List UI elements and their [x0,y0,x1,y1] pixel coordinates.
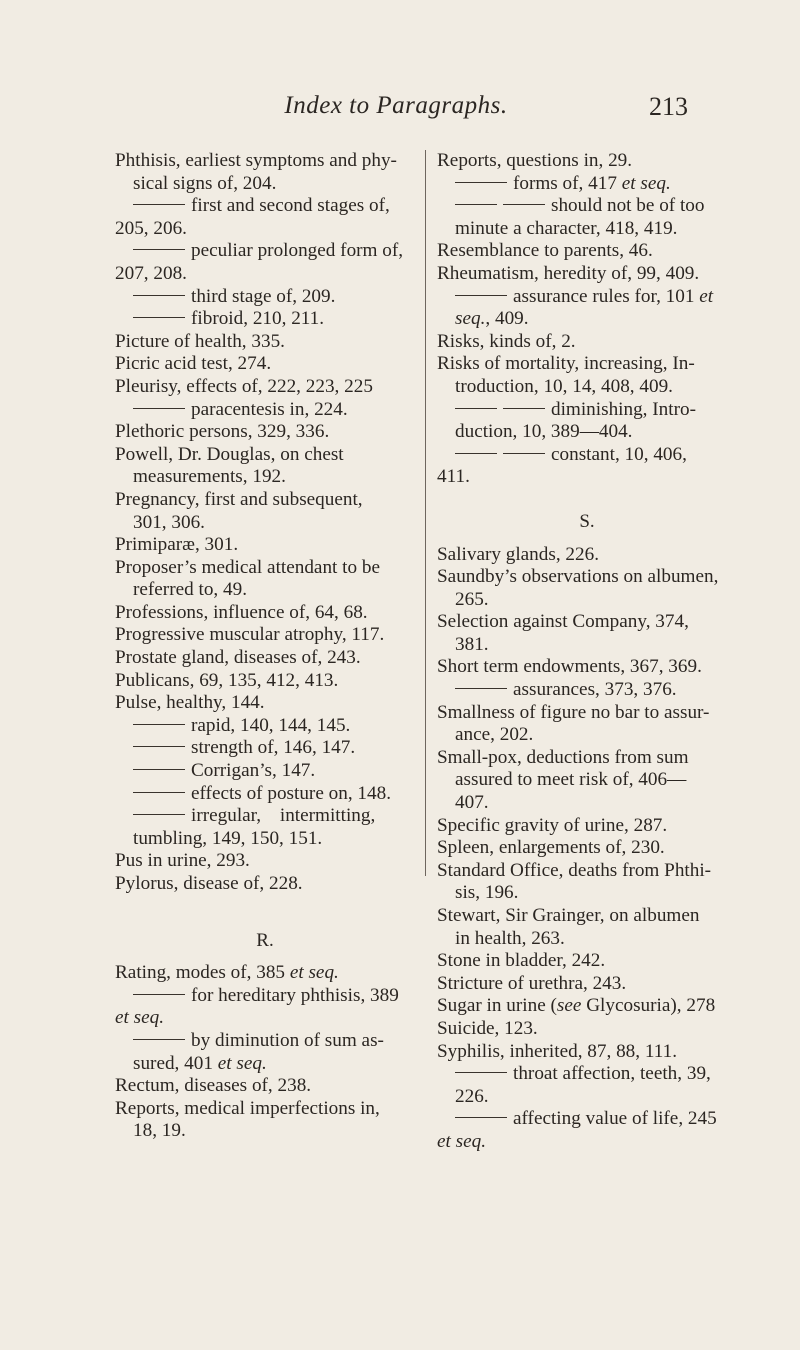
index-subentry: irregular, intermitting, [115,805,415,828]
index-subentry: should not be of too [437,195,737,218]
index-entry: Stewart, Sir Grainger, on albumen in health, 263. [437,905,700,949]
index-subentry: constant, 10, 406, [437,444,737,467]
index-subentry-cont: 207, 208. [115,262,187,284]
index-entry: Stricture of urethra, 243. [437,972,627,994]
index-entry: Picture of health, 335. [115,330,285,352]
index-entry: Standard Office, deaths from Phthi- sis, 196. [437,859,712,904]
index-entry: Selection against Company, 374, 381. [437,611,689,655]
index-column-left [115,150,415,1143]
index-subentry-cont: 205, 206. [115,217,187,239]
index-entry: Syphilis, inherited, 87, 88, 111. [437,1040,678,1062]
page-number: 213 [649,92,688,121]
index-entry: Risks, kinds of, 2. [437,330,576,352]
index-subentry-cont: 411. [437,466,470,488]
index-entry: Specific gravity of urine, 287. [437,814,668,836]
index-subentry: diminishing, Intro- [437,399,737,422]
index-entry: Rectum, diseases of, 238. [115,1075,312,1097]
index-entry: Plethoric persons, 329, 336. [115,421,330,443]
index-entry: Suicide, 123. [437,1017,538,1039]
index-subentry: assurance rules for, 101 et [437,286,737,309]
index-subentry: paracentesis in, 224. [115,399,415,422]
index-subentry: Corrigan’s, 147. [115,760,415,783]
index-entry: Picric acid test, 274. [115,353,272,375]
index-subentry-cont: 226. [455,1085,489,1107]
index-entry: Pus in urine, 293. [115,850,250,872]
running-title: Index to Paragraphs. [284,92,508,119]
index-subentry: for hereditary phthisis, 389 [115,985,415,1008]
index-entry: Pylorus, disease of, 228. [115,873,303,894]
index-entry: Smallness of figure no bar to assur- ance, 202. [437,701,710,746]
index-subentry: peculiar prolonged form of, [115,240,415,263]
index-entry: Reports, medical imperfections in, 18, 19. [115,1097,380,1142]
index-entry: Spleen, enlargements of, 230. [437,837,665,859]
index-subentry-cont: sured, 401 et seq. [133,1052,267,1074]
index-entry: Salivary glands, 226. [437,543,600,565]
column-divider [425,150,426,876]
index-entry: Prostate gland, diseases of, 243. [115,647,361,669]
section-letter-s: S. [579,510,595,532]
index-entry: Risks of mortality, increasing, In- troduction, 10, 14, 408, 409. [437,353,695,397]
index-entry: Publicans, 69, 135, 412, 413. [115,669,339,691]
index-subentry: third stage of, 209. [115,286,415,309]
index-entry: Primiparæ, 301. [115,534,239,556]
index-entry: Progressive muscular atrophy, 117. [115,624,385,646]
index-entry: Pleurisy, effects of, 222, 223, 225 [115,375,373,397]
index-subentry-cont: duction, 10, 389—404. [455,421,633,443]
index-entry: Saundby’s observations on albumen, 265. [437,566,719,610]
index-entry: Proposer’s medical attendant to be referred to, 49. [115,556,380,601]
index-entry: Stone in bladder, 242. [437,950,606,972]
index-entry: Powell, Dr. Douglas, on chest measurements, 192. [115,443,344,488]
index-subentry: first and second stages of, [115,195,415,218]
index-subentry: effects of posture on, 148. [115,783,415,806]
index-column-right [437,150,737,1154]
index-subentry: rapid, 140, 144, 145. [115,715,415,738]
index-subentry: strength of, 146, 147. [115,737,415,760]
index-subentry-cont: et seq. [437,1130,487,1152]
index-entry: Resemblance to parents, 46. [437,240,653,262]
index-subentry-cont: minute a character, 418, 419. [455,217,678,239]
index-entry: Reports, questions in, 29. [437,150,633,171]
index-entry: Pregnancy, first and subsequent, 301, 306. [115,488,363,533]
index-subentry: throat affection, teeth, 39, [437,1063,737,1086]
index-entry: Pulse, healthy, 144. [115,692,265,714]
index-subentry: assurances, 373, 376. [437,679,737,702]
index-entry: Professions, influence of, 64, 68. [115,601,368,623]
index-subentry: fibroid, 210, 211. [115,308,415,331]
section-letter-r: R. [256,929,274,951]
index-entry: Sugar in urine (see Glycosuria), 278 [437,995,716,1017]
page-header [0,92,800,132]
index-subentry: by diminution of sum as- [115,1030,415,1053]
index-subentry: affecting value of life, 245 [437,1108,737,1131]
index-subentry: forms of, 417 et seq. [437,173,737,196]
index-entry: Rating, modes of, 385 et seq. [115,962,339,984]
index-entry: Phthisis, earliest symptoms and phy- sical signs of, 204. [115,150,397,194]
index-entry: Short term endowments, 367, 369. [437,656,702,678]
index-subentry-cont: seq., 409. [455,308,529,330]
index-entry: Rheumatism, heredity of, 99, 409. [437,262,700,284]
index-entry: Small-pox, deductions from sum assured to meet risk of, 406— 407. [437,746,689,814]
index-subentry-cont: tumbling, 149, 150, 151. [133,827,323,849]
index-subentry-cont: et seq. [115,1007,165,1029]
